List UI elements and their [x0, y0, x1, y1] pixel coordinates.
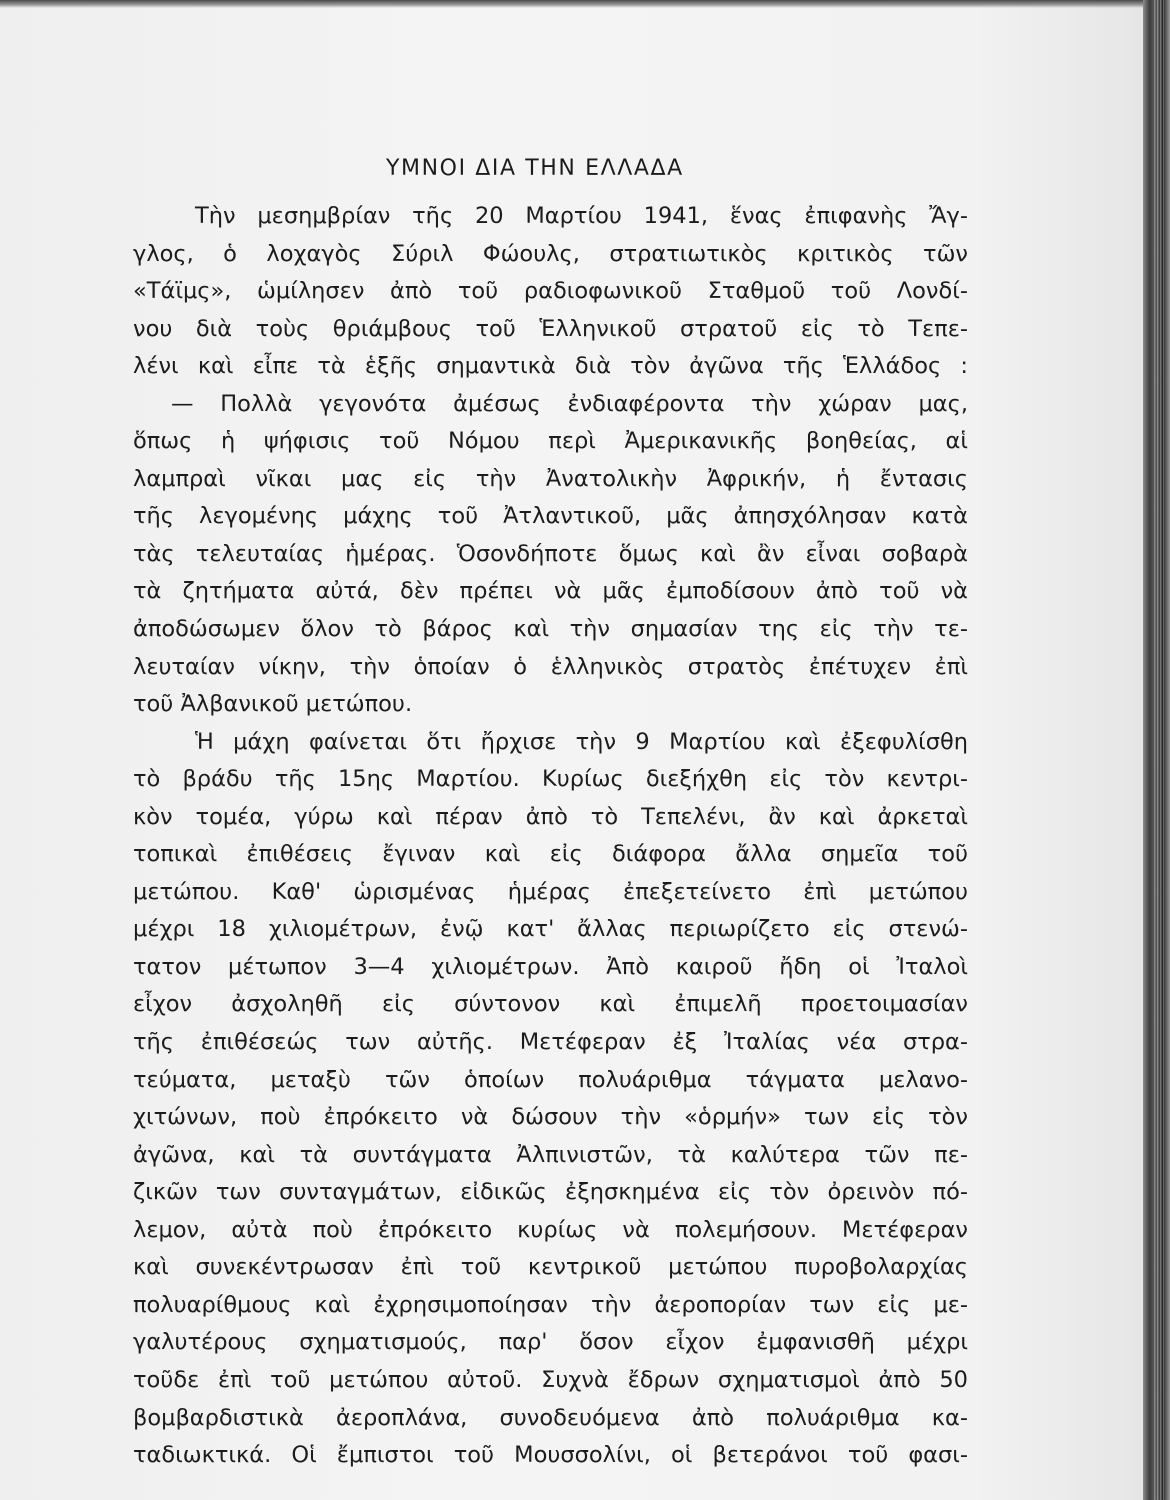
text-line: γαλυτέρους σχηματισμούς, παρ' ὅσον εἶχον ἐμφανισθῆ μέχρι: [133, 1329, 968, 1356]
text-line: τοῦ Ἀλβανικοῦ μετώπου.: [133, 691, 413, 718]
text-line: λαμπραὶ νῖκαι μας εἰς τὴν Ἀνατολικὴν Ἀφρικήν, ἡ ἔντασις: [133, 465, 968, 492]
page-top-edge: [0, 0, 1143, 8]
text-line: τῆς λεγομένης μάχης τοῦ Ἀτλαντικοῦ, μᾶς ἀπησχόλησαν κατὰ: [133, 503, 968, 530]
text-line: τεύματα, μεταξὺ τῶν ὁποίων πολυάριθμα τάγματα μελανο-: [133, 1066, 968, 1093]
book-spine: [1143, 0, 1170, 1500]
text-line: ταδιωκτικά. Οἱ ἔμπιστοι τοῦ Μουσσολίνι, οἱ βετεράνοι τοῦ φασι-: [133, 1442, 968, 1469]
text-line: πολυαρίθμους καὶ ἐχρησιμοποίησαν τὴν ἀεροπορίαν των εἰς με-: [133, 1291, 968, 1318]
text-line: εἶχον ἀσχοληθῆ εἰς σύντονον καὶ ἐπιμελῆ προετοιμασίαν: [133, 991, 968, 1018]
text-line: «Τάϊμς», ὡμίλησεν ἀπὸ τοῦ ραδιοφωνικοῦ Σταθμοῦ τοῦ Λονδί-: [133, 278, 968, 305]
body-text: [133, 198, 968, 1475]
text-line: τατον μέτωπον 3—4 χιλιομέτρων. Ἀπὸ καιροῦ ἤδη οἱ Ἰταλοὶ: [133, 953, 968, 980]
text-line: ἀποδώσωμεν ὅλον τὸ βάρος καὶ τὴν σημασίαν της εἰς τὴν τε-: [133, 616, 968, 643]
text-line: τοπικαὶ ἐπιθέσεις ἔγιναν καὶ εἰς διάφορα ἄλλα σημεῖα τοῦ: [133, 841, 968, 868]
text-line: λευταίαν νίκην, τὴν ὁποίαν ὁ ἑλληνικὸς στρατὸς ἐπέτυχεν ἐπὶ: [133, 653, 968, 680]
text-line: ζικῶν των συνταγμάτων, εἰδικῶς ἐξησκημένα εἰς τὸν ὀρεινὸν πό-: [133, 1179, 968, 1206]
text-line: τοῦδε ἐπὶ τοῦ μετώπου αὐτοῦ. Συχνὰ ἔδρων σχηματισμοὶ ἀπὸ 50: [133, 1366, 968, 1393]
book-spine-texture: [1154, 0, 1164, 1500]
text-line: βομβαρδιστικὰ ἀεροπλάνα, συνοδευόμενα ἀπὸ πολυάριθμα κα-: [133, 1404, 968, 1431]
text-line: ἀγῶνα, καὶ τὰ συντάγματα Ἀλπινιστῶν, τὰ καλύτερα τῶν πε-: [133, 1141, 968, 1168]
text-line: λένι καὶ εἶπε τὰ ἑξῆς σημαντικὰ διὰ τὸν ἀγῶνα τῆς Ἑλλάδος :: [133, 353, 968, 380]
text-line: καὶ συνεκέντρωσαν ἐπὶ τοῦ κεντρικοῦ μετώπου πυροβολαρχίας: [133, 1254, 968, 1281]
text-line: μέχρι 18 χιλιομέτρων, ἐνῷ κατ' ἄλλας περιωρίζετο εἰς στενώ-: [133, 916, 968, 943]
text-line: μετώπου. Καθ' ὡρισμένας ἡμέρας ἐπεξετείνετο ἐπὶ μετώπου: [133, 878, 968, 905]
text-line: λεμον, αὐτὰ ποὺ ἐπρόκειτο κυρίως νὰ πολεμήσουν. Μετέφεραν: [133, 1216, 968, 1243]
text-line: τὸ βράδυ τῆς 15ης Μαρτίου. Κυρίως διεξήχθη εἰς τὸν κεντρι-: [133, 766, 968, 793]
chapter-title: ΥΜΝΟΙ ΔΙΑ ΤΗΝ ΕΛΛΑΔΑ: [386, 156, 684, 181]
text-line: κὸν τομέα, γύρω καὶ πέραν ἀπὸ τὸ Τεπελένι, ἂν καὶ ἀρκεταὶ: [133, 803, 968, 830]
text-line: ὅπως ἡ ψήφισις τοῦ Νόμου περὶ Ἀμερικανικῆς βοηθείας, αἱ: [133, 428, 968, 455]
text-line: Ἡ μάχη φαίνεται ὅτι ἤρχισε τὴν 9 Μαρτίου καὶ ἐξεφυλίσθη: [195, 728, 968, 755]
text-line: τῆς ἐπιθέσεώς των αὐτῆς. Μετέφεραν ἐξ Ἰταλίας νέα στρα-: [133, 1029, 968, 1056]
text-line: χιτώνων, ποὺ ἐπρόκειτο νὰ δώσουν τὴν «ὁρμήν» των εἰς τὸν: [133, 1104, 968, 1131]
text-line: νου διὰ τοὺς θριάμβους τοῦ Ἑλληνικοῦ στρατοῦ εἰς τὸ Τεπε-: [133, 315, 968, 342]
text-line: γλος, ὁ λοχαγὸς Σύριλ Φώουλς, στρατιωτικὸς κριτικὸς τῶν: [133, 240, 968, 267]
text-line: — Πολλὰ γεγονότα ἀμέσως ἐνδιαφέροντα τὴν χώραν μας,: [171, 390, 968, 417]
text-line: τὰς τελευταίας ἡμέρας. Ὁσονδήποτε ὅμως καὶ ἂν εἶναι σοβαρὰ: [133, 540, 968, 567]
text-line: τὰ ζητήματα αὐτά, δὲν πρέπει νὰ μᾶς ἐμποδίσουν ἀπὸ τοῦ νὰ: [133, 578, 968, 605]
text-line: Τὴν μεσημβρίαν τῆς 20 Μαρτίου 1941, ἕνας ἐπιφανὴς Ἄγ-: [195, 203, 968, 229]
